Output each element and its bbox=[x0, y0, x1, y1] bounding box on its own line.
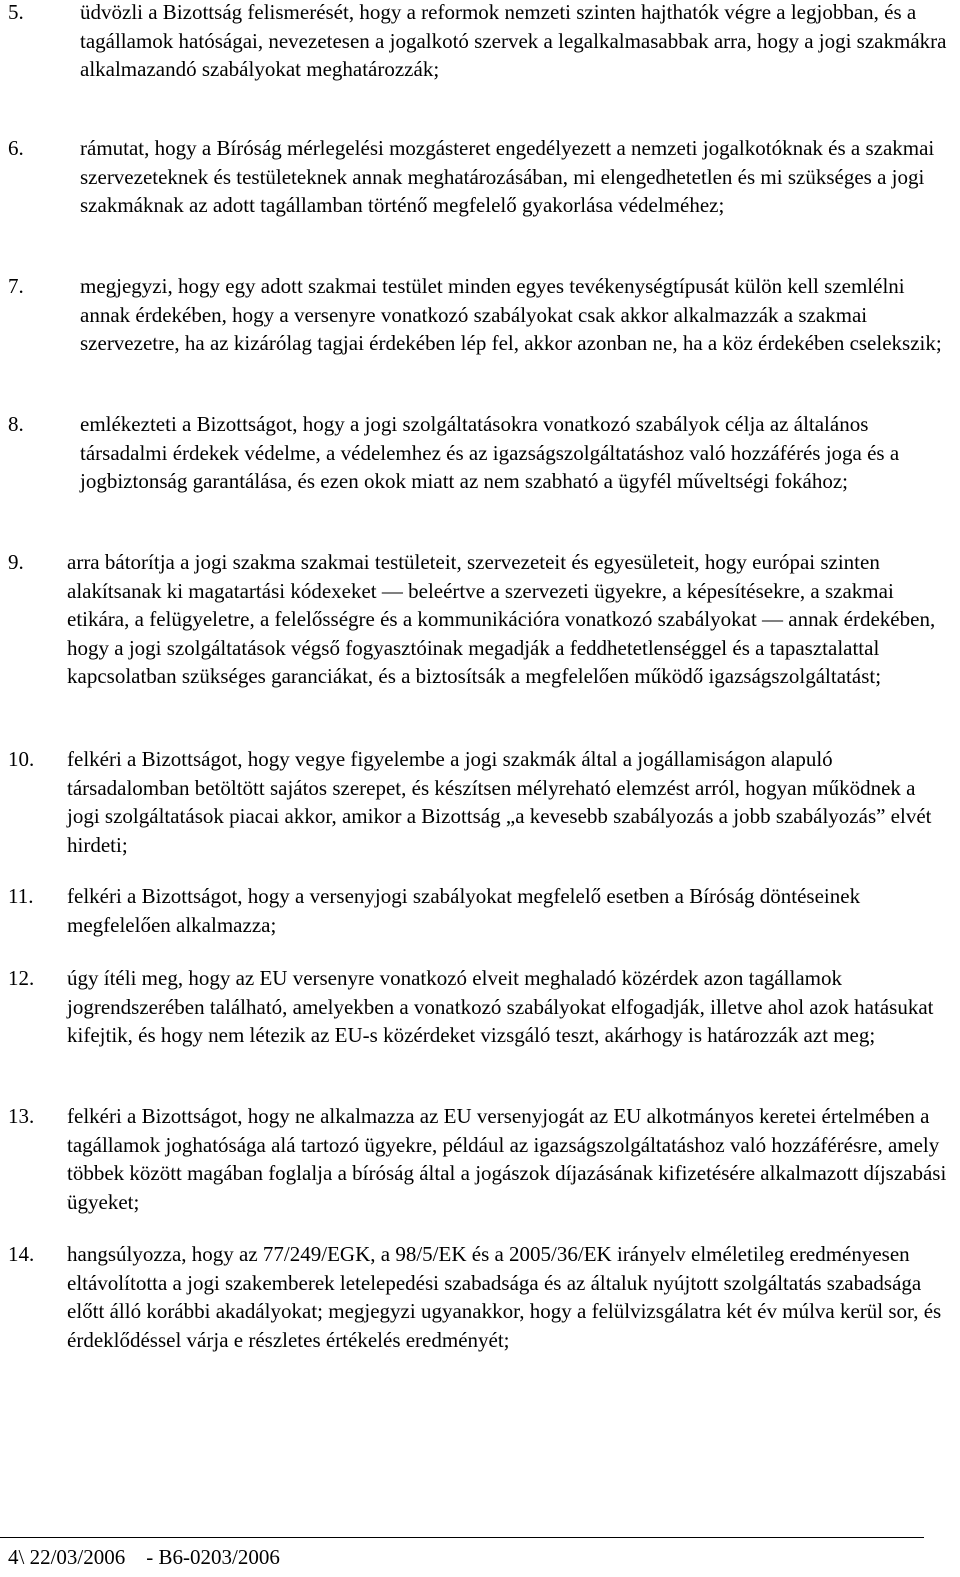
paragraph-text: megjegyzi, hogy egy adott szakmai testület minden egyes tevékenységtípusát külön kell szemlélni annak érdekében, hogy a versenyre vonatkozó szabályokat csak akkor alkalmazzák a szakmai szervezetre, ha az kizárólag tagjai érdekében lép fel, akkor azonban ne, ha a köz érdekében cselekszik; bbox=[80, 274, 942, 355]
paragraph-number: 7. bbox=[8, 274, 24, 298]
paragraph-text: felkéri a Bizottságot, hogy vegye figyelembe a jogi szakmák által a jogállamiságon alapuló társadalomban betöltött sajátos szerepet, és készítsen mélyreható elemzést arról, hogyan működnek a jogi szolgáltatások piacai akkor, amikor a Bizottság „a kevesebb szabályozás a jobb szabályozás” elvét hirdeti; bbox=[67, 747, 932, 857]
paragraph-text: üdvözli a Bizottság felismerését, hogy a reformok nemzeti szinten hajthatók végre a legjobban, és a tagállamok hatóságai, nevezetesen a jogalkotó szervek a legalkalmasabbak arra, hogy a jogi szakmákra alkalmazandó szabályokat meghatározzák; bbox=[80, 0, 947, 81]
paragraph-text: arra bátorítja a jogi szakma szakmai testületeit, szervezeteit és egyesületeit, hogy európai szinten alakítsanak ki magatartási kódexeket — beleértve a szervezeti ügyekre, a képesítésekre, a szakmai etikára, a felügyeletre, a felelősségre és a kommunikációra vonatkozó szabályokat — annak érdekében, hogy a jogi szolgáltatások végső fogyasztóinak megadják a feddhetetlenséggel és a tapasztalattal kapcsolatban szükséges garanciákat, és a biztosítsák a megfelelően működő igazságszolgáltatást; bbox=[67, 550, 936, 688]
page-footer: 4\ 22/03/2006 - B6-0203/2006 bbox=[8, 1545, 280, 1569]
paragraph-number: 10. bbox=[8, 747, 35, 771]
paragraph-number: 5. bbox=[8, 0, 24, 24]
paragraph-number: 14. bbox=[8, 1242, 35, 1266]
paragraph-number: 6. bbox=[8, 136, 24, 160]
paragraph-number: 11. bbox=[8, 884, 34, 908]
paragraph-text: felkéri a Bizottságot, hogy a versenyjogi szabályokat megfelelő esetben a Bíróság döntéseinek megfelelően alkalmazza; bbox=[67, 884, 861, 937]
paragraph-text: felkéri a Bizottságot, hogy ne alkalmazza az EU versenyjogát az EU alkotmányos keretei értelmében a tagállamok joghatósága alá tartozó ügyekre, például az igazságszolgáltatáshoz való hozzáférésre, amely többek között magában foglalja a bíróság által a jogászok díjazásának kifizetésére alkalmazott díjszabási ügyeket; bbox=[67, 1104, 947, 1214]
footer-divider bbox=[0, 1537, 924, 1538]
paragraph-text: hangsúlyozza, hogy az 77/249/EGK, a 98/5/EK és a 2005/36/EK irányelv elméletileg eredményesen eltávolította a jogi szakemberek letelepedési szabadsága és az általuk nyújtott szolgáltatás szabadsága előtt álló korábbi akadályokat; megjegyzi ugyanakkor, hogy a felülvizsgálatra két év múlva kerül sor, és érdeklődéssel várja e részletes értékelés eredményét; bbox=[67, 1242, 942, 1352]
paragraph-number: 12. bbox=[8, 966, 35, 990]
paragraph-number: 9. bbox=[8, 550, 24, 574]
paragraph-text: rámutat, hogy a Bíróság mérlegelési mozgásteret engedélyezett a nemzeti jogalkotóknak és a szakmai szervezeteknek és testületeknek annak meghatározásában, mi elengedhetetlen és mi szükséges a jogi szakmáknak az adott tagállamban történő megfelelő gyakorlása védelméhez; bbox=[80, 136, 935, 217]
paragraph-number: 8. bbox=[8, 412, 24, 436]
paragraph-text: úgy ítéli meg, hogy az EU versenyre vonatkozó elveit meghaladó közérdek azon tagállamok jogrendszerében található, amelyekben a vonatkozó szabályokat elfogadják, illetve ahol azok hatásukat kifejtik, és hogy nem létezik az EU-s közérdeket vizsgáló teszt, akárhogy is határozzák azt meg; bbox=[67, 966, 934, 1047]
paragraph-text: emlékezteti a Bizottságot, hogy a jogi szolgáltatásokra vonatkozó szabályok célja az általános társadalmi érdekek védelme, a védelemhez és az igazságszolgáltatáshoz való hozzáférés joga és a jogbiztonság garantálása, és ezen okok miatt az nem szabható a ügyfél műveltségi fokához; bbox=[80, 412, 900, 493]
paragraph-number: 13. bbox=[8, 1104, 35, 1128]
